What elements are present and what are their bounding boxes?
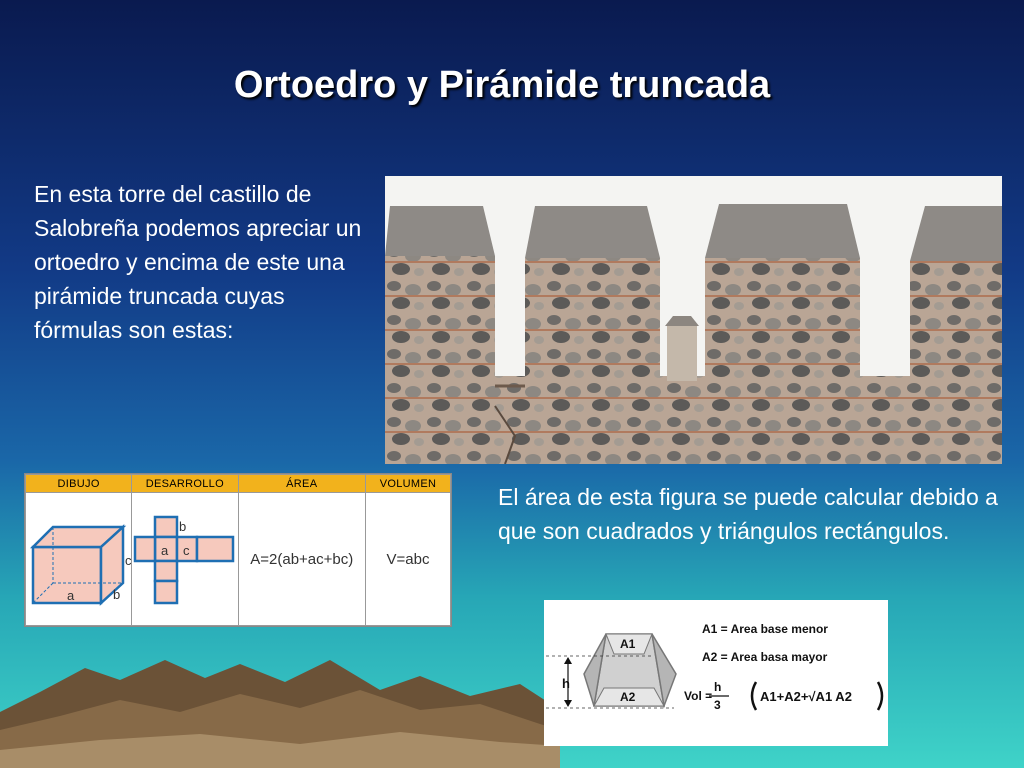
label-c: c bbox=[124, 553, 131, 568]
intro-paragraph: En esta torre del castillo de Salobreña podemos apreciar un ortoedro y encima de este una pirámide truncada cuyas fórmulas son estas: bbox=[34, 181, 362, 343]
label-b: b bbox=[112, 587, 120, 602]
a1-label: A1 bbox=[620, 637, 636, 651]
a2-definition: A2 = Area basa mayor bbox=[702, 650, 828, 664]
volume-formula: V=abc bbox=[366, 493, 451, 626]
cuboid-drawing bbox=[26, 493, 132, 626]
net-drawing bbox=[132, 493, 238, 626]
net-label-c: c bbox=[182, 543, 190, 558]
label-a: a bbox=[66, 588, 74, 603]
volume-prefix: Vol = bbox=[684, 689, 713, 703]
truncated-pyramid-figure bbox=[544, 600, 888, 746]
ortoedro-formula-table bbox=[24, 473, 452, 627]
net-label-b: b bbox=[178, 519, 187, 534]
a2-label: A2 bbox=[620, 690, 636, 704]
volume-denominator: 3 bbox=[714, 698, 721, 712]
net-label-a: a bbox=[160, 543, 169, 558]
slide-title: Ortoedro y Pirámide truncada bbox=[233, 64, 771, 106]
header-dibujo: DIBUJO bbox=[26, 475, 132, 493]
h-label: h bbox=[562, 676, 570, 691]
header-area: ÁREA bbox=[238, 475, 366, 493]
area-explanation: El área de esta figura se puede calcular debido a que son cuadrados y triángulos rectángulos. bbox=[498, 484, 998, 544]
header-desarrollo: DESARROLLO bbox=[132, 475, 238, 493]
castle-photo bbox=[385, 176, 1002, 464]
header-volumen: VOLUMEN bbox=[366, 475, 451, 493]
area-formula: A=2(ab+ac+bc) bbox=[238, 493, 366, 626]
a1-definition: A1 = Area base menor bbox=[702, 622, 828, 636]
volume-formula-body: A1+A2+√A1 A2 bbox=[760, 689, 852, 704]
volume-numerator: h bbox=[714, 680, 722, 694]
